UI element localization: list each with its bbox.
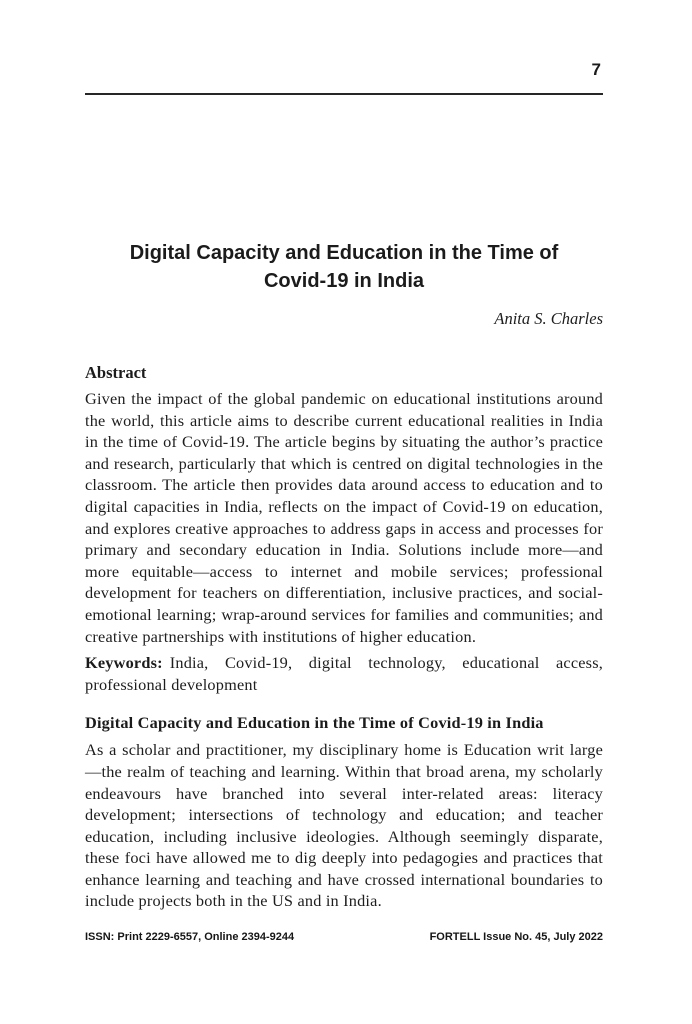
keywords-text: India, Covid-19, digital technology, educational access, professional development [85,653,603,694]
section-heading: Digital Capacity and Education in the Time of Covid-19 in India [85,713,544,733]
keywords-label: Keywords: [85,653,163,673]
page-content [85,0,603,912]
abstract-paragraph: Given the impact of the global pandemic on educational institutions around the world, this article aims to describe current educational realities in India in the time of Covid-19. The article begins by situating the author’s practice and research, particularly that which is centred on digital technologies in the classroom. The article then provides data around access to education and to digital capacities in India, reflects on the impact of Covid-19 on education, and explores creative approaches to address gaps in access and processes for primary and secondary education in India. Solutions include more—and more equitable—access to internet and mobile services; professional development for teachers on differentiation, inclusive practices, and social-emotional learning; wrap-around services for families and communities; and creative partnerships with institutions of higher education. [85,389,603,646]
header-rule [85,93,603,95]
footer-issn: ISSN: Print 2229-6557, Online 2394-9244 [85,931,295,943]
page-number: 7 [591,60,601,79]
footer-issue-info: FORTELL Issue No. 45, July 2022 [429,931,603,943]
article-author: Anita S. Charles [494,309,603,328]
article-title: Digital Capacity and Education in the Time of Covid-19 in India [129,242,559,292]
abstract-heading: Abstract [85,363,147,382]
body-paragraph: As a scholar and practitioner, my disciplinary home is Education writ large—the realm of teaching and learning. Within that broad arena, my scholarly endeavours have branched into several inter-related areas: literacy development; intersections of technology and education; and teacher education, including inclusive ideologies. Although seemingly disparate, these foci have allowed me to dig deeply into pedagogies and practices that enhance learning and teaching and have crossed international boundaries to include projects both in the US and in India. [85,740,603,911]
page-footer [85,930,603,944]
keywords-paragraph [85,652,603,695]
